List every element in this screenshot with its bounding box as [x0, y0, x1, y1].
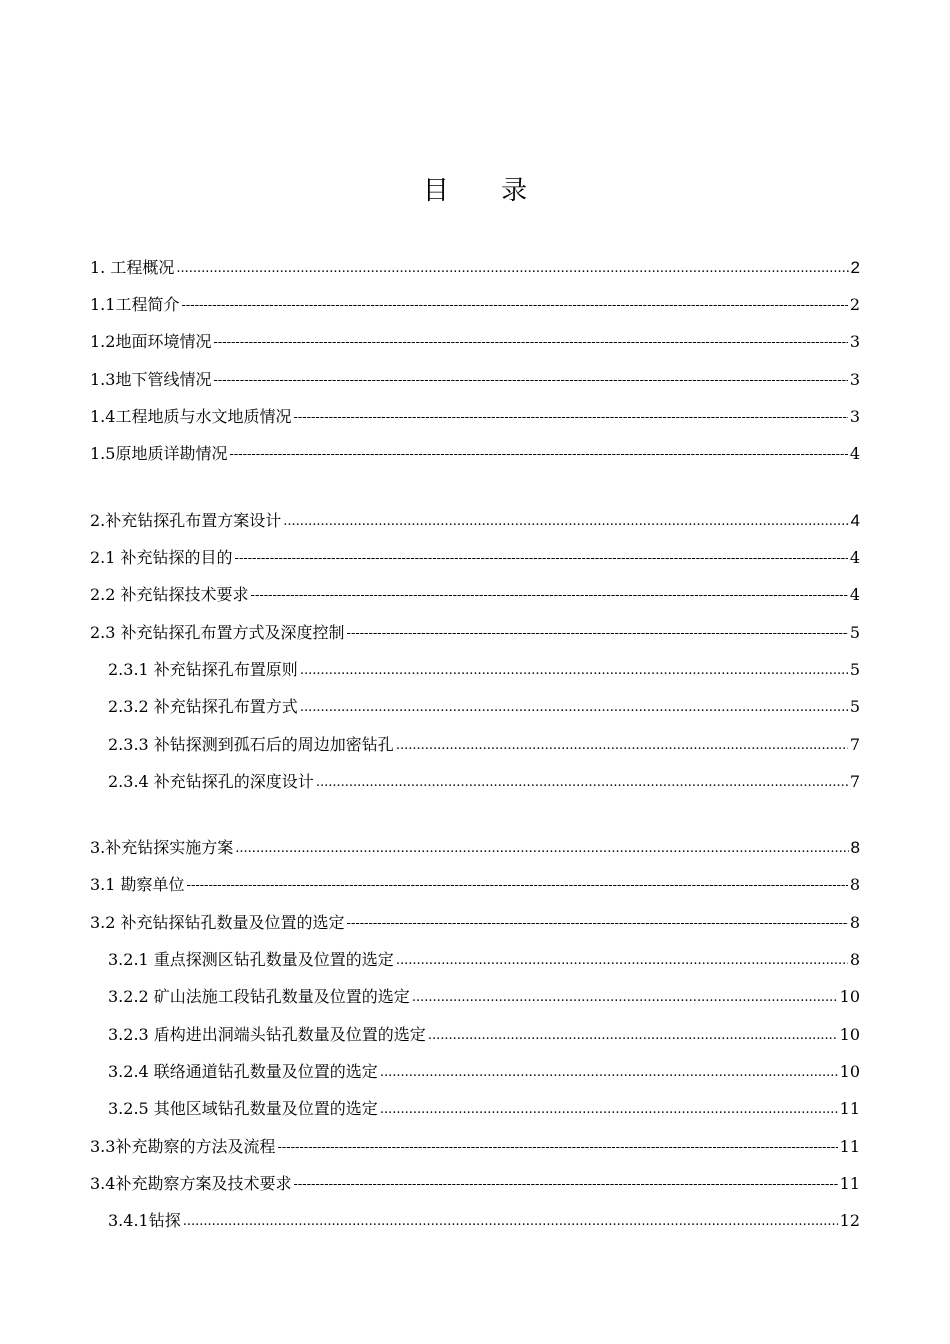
toc-page-number: 4 [849, 444, 860, 463]
toc-entry-text: 2.3.1 补充钻探孔布置原则 [108, 660, 298, 679]
toc-entry-text: 1.1工程简介 [90, 295, 180, 314]
toc-page-number: 3 [849, 332, 860, 351]
toc-entry[interactable] [90, 507, 860, 531]
toc-entry[interactable] [108, 946, 860, 970]
toc-leader [251, 587, 848, 605]
toc-page-number: 2 [849, 295, 860, 314]
toc-leader [380, 1101, 838, 1119]
toc-entry[interactable] [90, 254, 860, 278]
toc-page-number: 10 [839, 1025, 860, 1044]
toc-entry-text: 1. 工程概况 [90, 258, 175, 277]
toc-entry-text: 3.1 勘察单位 [90, 875, 185, 894]
toc-leader [293, 1176, 837, 1194]
toc-entry[interactable] [108, 656, 860, 680]
toc-leader [181, 297, 847, 315]
toc-leader [347, 915, 848, 933]
toc-entry-text: 2.3.3 补钻探测到孤石后的周边加密钻孔 [108, 735, 394, 754]
toc-leader [235, 550, 848, 568]
toc-leader [316, 774, 848, 792]
toc-entry[interactable] [90, 291, 860, 315]
toc-entry[interactable] [108, 731, 860, 755]
toc-entry-text: 2.2 补充钻探技术要求 [90, 585, 249, 604]
toc-entry-text: 2.补充钻探孔布置方案设计 [90, 511, 282, 530]
toc-entry-text: 1.5原地质详勘情况 [90, 444, 228, 463]
toc-entry-text: 1.3地下管线情况 [90, 370, 212, 389]
toc-entry[interactable] [90, 403, 860, 427]
toc-entry-text: 3.2.2 矿山法施工段钻孔数量及位置的选定 [108, 987, 410, 1006]
toc-page-number: 3 [849, 370, 860, 389]
toc-page-number: 10 [839, 1062, 860, 1081]
toc-entry-text: 2.1 补充钻探的目的 [90, 548, 233, 567]
toc-page-number: 5 [849, 697, 860, 716]
toc-leader [213, 372, 847, 390]
toc-entry-text: 3.2.4 联络通道钻孔数量及位置的选定 [108, 1062, 378, 1081]
toc-entry-text: 3.补充钻探实施方案 [90, 838, 234, 857]
toc-leader [277, 1139, 837, 1157]
toc-entry[interactable] [108, 1095, 860, 1119]
toc-entry-text: 3.2 补充钻探钻孔数量及位置的选定 [90, 913, 345, 932]
toc-page-number: 7 [849, 772, 860, 791]
toc-title: 目 录 [422, 176, 550, 206]
toc-entry[interactable] [90, 544, 860, 568]
toc-page-number: 5 [849, 660, 860, 679]
toc-entry-text: 1.4工程地质与水文地质情况 [90, 407, 292, 426]
toc-entry[interactable] [108, 983, 860, 1007]
toc-page-number: 11 [839, 1174, 860, 1193]
toc-entry[interactable] [90, 328, 860, 352]
toc-page-number: 2 [850, 258, 860, 277]
toc-entry-text: 3.4补充勘察方案及技术要求 [90, 1174, 292, 1193]
toc-page-number: 11 [839, 1137, 860, 1156]
toc-leader [300, 699, 848, 717]
toc-entry-text: 2.3.4 补充钻探孔的深度设计 [108, 772, 314, 791]
toc-entry[interactable] [90, 909, 860, 933]
toc-entry-text: 3.2.1 重点探测区钻孔数量及位置的选定 [108, 950, 394, 969]
toc-page-number: 8 [849, 950, 860, 969]
toc-page-number: 5 [849, 623, 860, 642]
toc-leader [396, 737, 848, 755]
toc-leader [229, 446, 847, 464]
toc-leader [283, 513, 848, 531]
toc-entry-text: 3.2.3 盾构进出洞端头钻孔数量及位置的选定 [108, 1025, 426, 1044]
toc-entry[interactable] [108, 1207, 860, 1231]
toc-page-number: 11 [839, 1099, 860, 1118]
toc-page-number: 10 [839, 987, 860, 1006]
toc-entry-text: 3.2.5 其他区域钻孔数量及位置的选定 [108, 1099, 378, 1118]
toc-entry-text: 2.3 补充钻探孔布置方式及深度控制 [90, 623, 345, 642]
toc-page-number: 4 [849, 548, 860, 567]
toc-entry[interactable] [90, 834, 860, 858]
toc-entry[interactable] [108, 768, 860, 792]
toc-page-number: 3 [849, 407, 860, 426]
toc-entry[interactable] [108, 693, 860, 717]
toc-page-number: 8 [849, 913, 860, 932]
toc-leader [235, 840, 848, 858]
toc-page-number: 8 [850, 838, 860, 857]
toc-leader [187, 877, 848, 895]
toc-entry-text: 2.3.2 补充钻探孔布置方式 [108, 697, 298, 716]
toc-leader [380, 1064, 838, 1082]
toc-entry[interactable] [108, 1021, 860, 1045]
toc-entry[interactable] [90, 440, 860, 464]
toc-leader [412, 989, 838, 1007]
toc-entry-text: 3.4.1钻探 [108, 1211, 181, 1230]
toc-leader [300, 662, 848, 680]
toc-entry[interactable] [90, 1133, 860, 1157]
toc-page-number: 4 [849, 585, 860, 604]
toc-page-number: 8 [849, 875, 860, 894]
toc-page-number: 7 [849, 735, 860, 754]
toc-leader [428, 1027, 838, 1045]
toc-leader [183, 1213, 838, 1231]
toc-entry[interactable] [90, 619, 860, 643]
toc-leader [396, 952, 848, 970]
toc-entry-text: 1.2地面环境情况 [90, 332, 212, 351]
toc-page-number: 12 [839, 1211, 860, 1230]
toc-leader [293, 409, 847, 427]
toc-entry[interactable] [108, 1058, 860, 1082]
toc-page-number: 4 [850, 511, 860, 530]
toc-leader [347, 625, 848, 643]
toc-entry[interactable] [90, 871, 860, 895]
toc-entry-text: 3.3补充勘察的方法及流程 [90, 1137, 276, 1156]
toc-entry[interactable] [90, 366, 860, 390]
toc-leader [176, 260, 848, 278]
toc-leader [213, 334, 847, 352]
toc-entry[interactable] [90, 1170, 860, 1194]
toc-entry[interactable] [90, 581, 860, 605]
